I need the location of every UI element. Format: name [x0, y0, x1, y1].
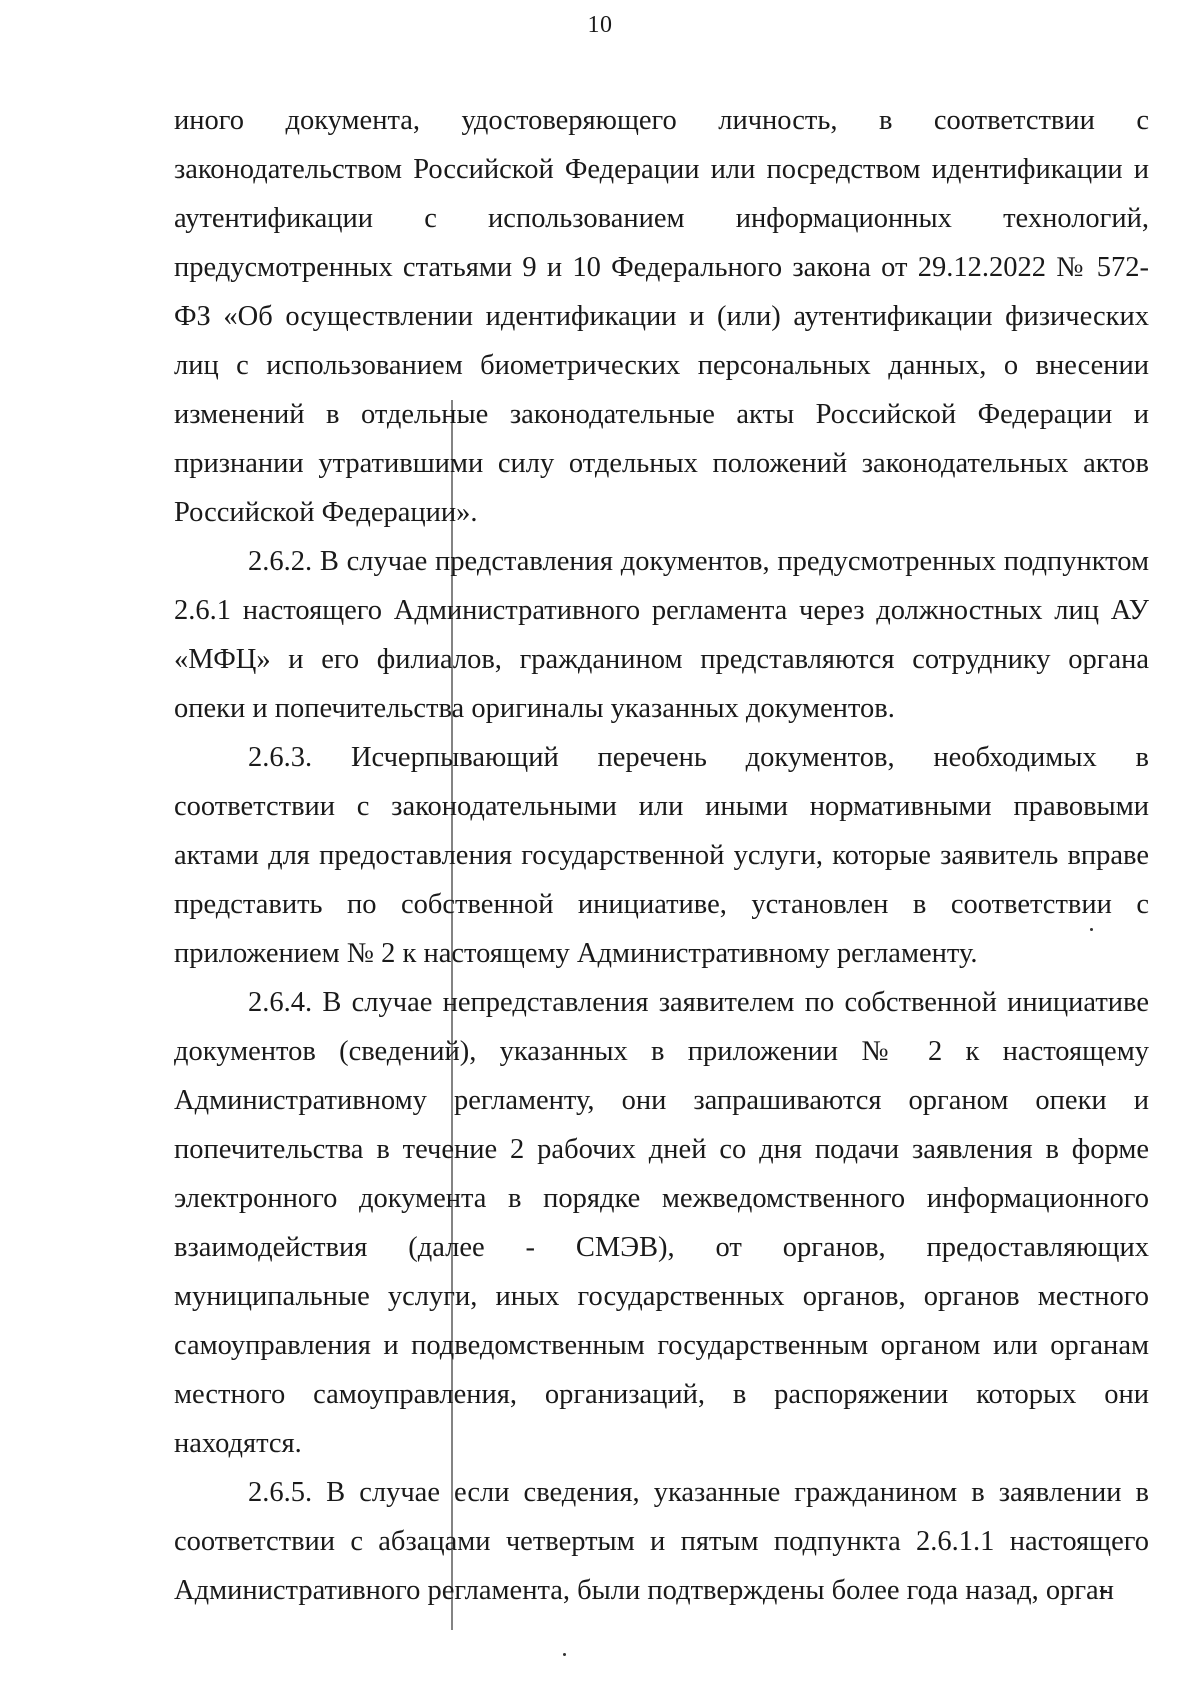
- document-body: [174, 96, 1149, 1615]
- page-number: 10: [587, 12, 613, 38]
- paragraph-2-6-4: 2.6.4. В случае непредставления заявителем по собственной инициативе документов (сведений), указанных в приложении № 2 к настоящему Административному регламенту, они запрашиваются органом опеки и попечительства в течение 2 рабочих дней со дня подачи заявления в форме электронного документа в порядке межведомственного информационного взаимодействия (далее - СМЭВ), от органов, предоставляющих муниципальные услуги, иных государственных органов, органов местного самоуправления и подведомственным государственным органом или органам местного самоуправления, организаций, в распоряжении которых они находятся.: [174, 987, 1149, 1459]
- scan-speck: [563, 1653, 566, 1656]
- paragraph-continuation: иного документа, удостоверяющего личность, в соответствии с законодательством Российской Федерации или посредством идентификации и аутентификации с использованием информационных технологий, предусмотренных статьями 9 и 10 Федерального закона от 29.12.2022 № 572-ФЗ «Об осуществлении идентификации и (или) аутентификации физических лиц с использованием биометрических персональных данных, о внесении изменений в отдельные законодательные акты Российской Федерации и признании утратившими силу отдельных положений законодательных актов Российской Федерации».: [174, 105, 1149, 528]
- paragraph-2-6-2: 2.6.2. В случае представления документов, предусмотренных подпунктом 2.6.1 настоящего Административного регламента через должностных лиц АУ «МФЦ» и его филиалов, гражданином представляются сотруднику органа опеки и попечительства оригиналы указанных документов.: [174, 546, 1149, 724]
- paragraph-2-6-5: 2.6.5. В случае если сведения, указанные гражданином в заявлении в соответствии с абзацами четвертым и пятым подпункта 2.6.1.1 настоящего Административного регламента, были подтверждены более года назад, орган: [174, 1477, 1149, 1606]
- paragraph-2-6-3: 2.6.3. Исчерпывающий перечень документов, необходимых в соответствии с законодательными или иными нормативными правовыми актами для предоставления государственной услуги, которые заявитель вправе представить по собственной инициативе, установлен в соответствии с приложением № 2 к настоящему Административному регламенту.: [174, 742, 1149, 969]
